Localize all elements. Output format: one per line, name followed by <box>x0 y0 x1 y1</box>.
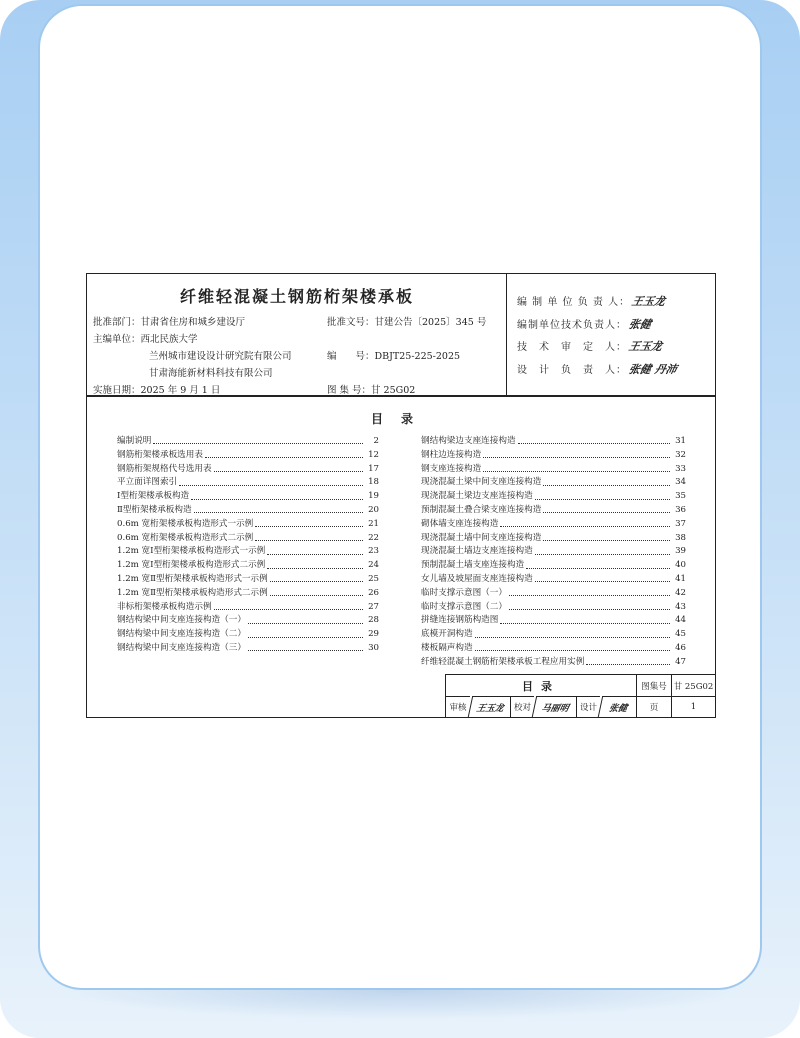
toc-entry <box>117 517 379 531</box>
toc-entry <box>117 600 379 614</box>
toc-leader-dots <box>248 631 363 638</box>
tb-review-signature: 王玉龙 <box>468 696 512 717</box>
toc-entry <box>421 434 686 448</box>
toc-entry <box>421 558 686 572</box>
toc-entry-title: 纤维轻混凝土钢筋桁架楼承板工程应用实例 <box>421 656 585 667</box>
toc-leader-dots <box>267 548 363 555</box>
toc-leader-dots <box>543 506 670 513</box>
role-row <box>517 316 651 332</box>
toc-entry-page: 47 <box>675 656 686 667</box>
toc-entry <box>117 503 379 517</box>
toc-entry-page: 22 <box>368 532 379 543</box>
role-label: 技 术 审 定 人： <box>517 342 627 353</box>
tb-check-label: 校对 <box>510 696 534 717</box>
toc-entry <box>117 641 379 655</box>
toc-entry-title: 平立面详图索引 <box>117 477 178 488</box>
title-block <box>445 674 715 717</box>
toc-entry-title: 钢柱边连接构造 <box>421 449 482 460</box>
toc-entry-title: 底模开洞构造 <box>421 629 473 640</box>
toc-leader-dots <box>475 644 670 651</box>
toc-entry-title: 钢结构梁中间支座连接构造（三） <box>117 642 246 653</box>
toc-entry <box>117 586 379 600</box>
toc-leader-dots <box>248 617 363 624</box>
toc-entry-page: 29 <box>368 629 379 640</box>
toc-entry <box>117 462 379 476</box>
toc-entry-title: 临时支撑示意图（二） <box>421 601 507 612</box>
toc-entry-page: 36 <box>675 504 686 515</box>
tb-sheet-name: 目录 <box>522 679 560 693</box>
toc-entry <box>117 475 379 489</box>
toc-entry <box>421 600 686 614</box>
toc-entry-title: 钢支座连接构造 <box>421 463 482 474</box>
toc-entry-title: 现浇混凝土梁中间支座连接构造 <box>421 477 542 488</box>
toc-entry-page: 30 <box>368 642 379 653</box>
toc-entry <box>117 489 379 503</box>
toc-entry-title: 拼缝连接钢筋构造图 <box>421 615 499 626</box>
toc-leader-dots <box>194 506 363 513</box>
toc-entry <box>421 627 686 641</box>
toc-entry <box>117 531 379 545</box>
toc-entry-page: 28 <box>368 615 379 626</box>
toc-entry-page: 46 <box>675 642 686 653</box>
toc-leader-dots <box>255 534 363 541</box>
toc-entry <box>117 613 379 627</box>
toc-entry <box>117 558 379 572</box>
toc-entry-title: 0.6m 宽桁架楼承板构造形式一示例 <box>117 518 254 529</box>
toc-leader-dots <box>153 437 363 444</box>
toc-entry <box>421 613 686 627</box>
toc-entry-page: 33 <box>675 463 686 474</box>
toc-entry <box>421 641 686 655</box>
toc-entry-title: 预制混凝土墙支座连接构造 <box>421 560 525 571</box>
toc-entry-page: 42 <box>675 587 686 598</box>
toc-entry-page: 26 <box>368 587 379 598</box>
tb-design-signature: 张健 <box>598 696 638 717</box>
toc-entry-page: 43 <box>675 601 686 612</box>
toc-entry-page: 12 <box>368 449 379 460</box>
toc-leader-dots <box>214 603 363 610</box>
role-label: 编制单位技术负责人： <box>517 320 627 331</box>
toc-entry-page: 2 <box>373 436 379 446</box>
toc-leader-dots <box>191 493 363 500</box>
signature: 张健 丹沛 <box>627 363 679 376</box>
toc-entry-page: 40 <box>675 560 686 571</box>
toc-entry-page: 41 <box>675 573 686 584</box>
toc-entry-page: 39 <box>675 546 686 557</box>
tb-page-value: 1 <box>671 696 715 717</box>
toc-entry-page: 31 <box>675 436 686 446</box>
toc-entry-page: 17 <box>368 463 379 474</box>
signature: 王玉龙 <box>627 340 664 353</box>
signature: 王玉龙 <box>630 295 667 308</box>
toc-leader-dots <box>255 520 363 527</box>
toc-entry <box>421 544 686 558</box>
toc-leader-dots <box>483 465 670 472</box>
approval-doc: 批准文号：甘建公告〔2025〕345 号 <box>327 317 487 328</box>
toc-entry-title: 1.2m 宽Ⅰ型桁架楼承板构造形式二示例 <box>117 560 266 571</box>
implementation-date: 实施日期：2025 年 9 月 1 日 <box>93 385 221 396</box>
approval-dept: 批准部门：甘肃省住房和城乡建设厅 <box>93 317 246 328</box>
toc-left-column <box>117 434 379 655</box>
drawing-sheet <box>86 273 716 718</box>
toc-entry-title: 编制说明 <box>117 436 152 446</box>
toc-entry <box>421 517 686 531</box>
toc-leader-dots <box>543 479 670 486</box>
toc-entry-title: 1.2m 宽Ⅱ型桁架楼承板构造形式一示例 <box>117 573 268 584</box>
toc-entry-title: 现浇混凝土墙边支座连接构造 <box>421 546 533 557</box>
toc-entry-title: 现浇混凝土梁边支座连接构造 <box>421 491 533 502</box>
tb-atlas-value: 甘 25G02 <box>671 675 715 696</box>
toc-entry <box>117 544 379 558</box>
toc-entry-title: 女儿墙及坡屋面支座连接构造 <box>421 573 533 584</box>
toc-entry-title: Ⅱ型桁架楼承板构造 <box>117 504 192 515</box>
role-label: 设 计 负 责 人： <box>517 365 627 376</box>
role-row <box>517 361 677 377</box>
signature: 张健 <box>627 318 653 331</box>
toc-entry-title: 钢筋桁架楼承板选用表 <box>117 449 203 460</box>
toc-entry <box>117 627 379 641</box>
header-info <box>87 274 507 395</box>
toc-entry <box>421 489 686 503</box>
toc-entry-page: 25 <box>368 573 379 584</box>
toc-leader-dots <box>586 658 670 665</box>
toc-entry-title: 钢结构梁中间支座连接构造（二） <box>117 629 246 640</box>
toc-leader-dots <box>543 534 670 541</box>
code-number: 编 号：DBJT25-225-2025 <box>327 351 461 362</box>
toc-leader-dots <box>509 603 670 610</box>
toc-leader-dots <box>270 575 363 582</box>
toc-entry-page: 24 <box>368 560 379 571</box>
toc-entry <box>421 655 686 669</box>
toc-entry-page: 27 <box>368 601 379 612</box>
toc-entry-page: 32 <box>675 449 686 460</box>
toc-entry-page: 19 <box>368 491 379 502</box>
role-row <box>517 293 665 309</box>
toc-entry-title: 楼板隔声构造 <box>421 642 473 653</box>
toc-leader-dots <box>509 589 670 596</box>
toc-leader-dots <box>526 562 670 569</box>
toc-leader-dots <box>535 575 670 582</box>
toc-entry-title: 钢结构梁中间支座连接构造（一） <box>117 615 246 626</box>
atlas-number: 图 集 号：甘 25G02 <box>327 385 416 396</box>
toc-title: 目录 <box>370 412 431 426</box>
unit-3: 甘肃海能新材料科技有限公司 <box>149 368 273 379</box>
toc-entry <box>421 448 686 462</box>
toc-entry <box>117 448 379 462</box>
toc-entry-page: 20 <box>368 504 379 515</box>
toc-entry <box>421 475 686 489</box>
toc-entry-title: 1.2m 宽Ⅰ型桁架楼承板构造形式一示例 <box>117 546 266 557</box>
toc-entry-title: 钢结构梁边支座连接构造 <box>421 436 516 446</box>
toc-leader-dots <box>205 451 363 458</box>
toc-entry-page: 34 <box>675 477 686 488</box>
toc-right-column <box>421 434 686 669</box>
toc-leader-dots <box>270 589 363 596</box>
tb-design-label: 设计 <box>576 696 600 717</box>
toc-leader-dots <box>518 437 670 444</box>
responsible-persons <box>507 274 715 395</box>
toc-entry-page: 37 <box>675 518 686 529</box>
toc-entry-title: 临时支撑示意图（一） <box>421 587 507 598</box>
toc-entry-title: 钢筋桁架规格代号选用表 <box>117 463 212 474</box>
toc-entry <box>421 531 686 545</box>
toc-leader-dots <box>248 644 363 651</box>
toc-entry-page: 38 <box>675 532 686 543</box>
toc-entry <box>421 586 686 600</box>
toc-entry <box>117 572 379 586</box>
toc-entry <box>117 434 379 448</box>
toc-entry-title: 1.2m 宽Ⅱ型桁架楼承板构造形式二示例 <box>117 587 268 598</box>
tb-check-signature: 马丽明 <box>532 696 578 717</box>
toc-entry-title: 预制混凝土叠合梁支座连接构造 <box>421 504 542 515</box>
toc-entry <box>421 572 686 586</box>
toc-entry-page: 23 <box>368 546 379 557</box>
toc-leader-dots <box>179 479 363 486</box>
toc-entry-page: 44 <box>675 615 686 626</box>
toc-entry-page: 45 <box>675 629 686 640</box>
role-row <box>517 338 662 354</box>
toc-entry-title: Ⅰ型桁架楼承板构造 <box>117 491 190 502</box>
toc-leader-dots <box>535 548 670 555</box>
toc-leader-dots <box>267 562 363 569</box>
toc-entry <box>421 462 686 476</box>
toc-leader-dots <box>483 451 670 458</box>
toc-entry-page: 21 <box>368 518 379 529</box>
toc-leader-dots <box>475 631 670 638</box>
toc-leader-dots <box>535 493 670 500</box>
tb-page-label: 页 <box>636 696 671 717</box>
toc-entry <box>421 503 686 517</box>
document-title: 纤维轻混凝土钢筋桁架楼承板 <box>179 287 414 306</box>
role-label: 编 制 单 位 负 责 人： <box>517 297 631 308</box>
chief-unit: 主编单位：西北民族大学 <box>93 334 198 345</box>
tb-atlas-label: 图集号 <box>636 675 671 696</box>
unit-2: 兰州城市建设设计研究院有限公司 <box>149 351 292 362</box>
toc-leader-dots <box>214 465 363 472</box>
toc-entry-title: 0.6m 宽桁架楼承板构造形式二示例 <box>117 532 254 543</box>
toc-entry-title: 砌体墙支座连接构造 <box>421 518 499 529</box>
toc-entry-title: 非标桁架楼承板构造示例 <box>117 601 212 612</box>
tb-review-label: 审核 <box>446 696 470 717</box>
toc-leader-dots <box>500 617 670 624</box>
toc-entry-title: 现浇混凝土墙中间支座连接构造 <box>421 532 542 543</box>
toc-entry-page: 35 <box>675 491 686 502</box>
header-divider <box>87 395 715 397</box>
toc-leader-dots <box>500 520 670 527</box>
toc-entry-page: 18 <box>368 477 379 488</box>
